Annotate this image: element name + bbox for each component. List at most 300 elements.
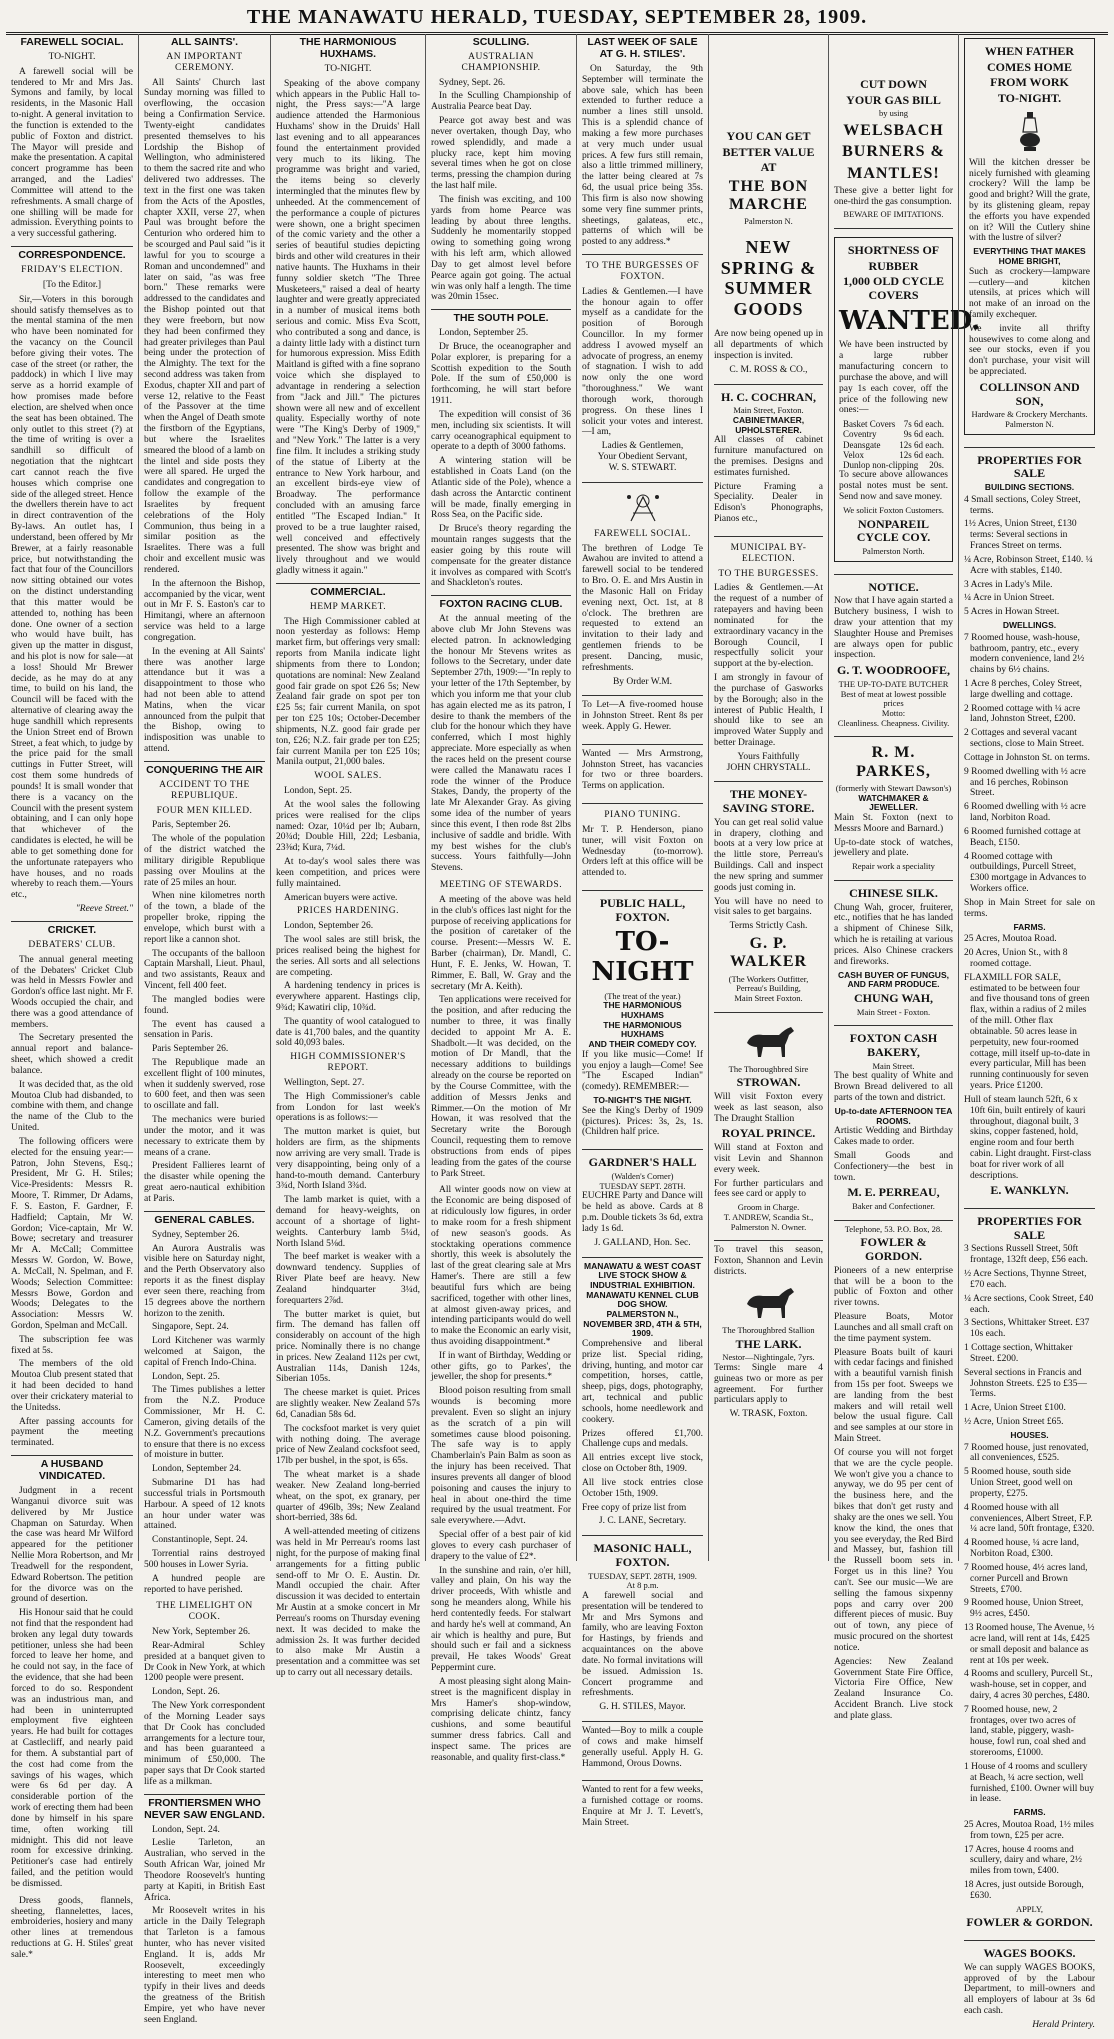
ad-subtitle: TO THE BURGESSES.	[718, 568, 819, 579]
ad-title: PROPERTIES FOR SALE	[977, 452, 1082, 481]
ad-body: Terms: Single mare 4 guineas two or more as per agreement. For further particulars apply to	[714, 1362, 823, 1406]
article-subtitle: FRIDAY'S ELECTION.	[21, 265, 123, 276]
ad-body: Comprehensive and liberal prize list. Special riding, driving, hunting, and motor car competition, horses, cattle, sheep, pigs, dogs, photography, art, technical and public schools, home needlework and cookery.	[582, 1339, 703, 1425]
property-list	[964, 633, 1095, 895]
article-title: THE SOUTH POLE.	[431, 309, 571, 325]
ad-title: FAREWELL SOCIAL.	[594, 528, 691, 539]
paragraph: Speaking of the above company which appears in the Public Hall to-night, the Press says:—"A large audience attended the Harmonious Huxhams' show in the Druids' Hall last evening and to all appearances found the entertainment provided very much to its liking. The programme was bright and varied, the items being so cleverly intermingled that the minutes flew by unheeded. At the commencement of the performance a couple of pictures were shown, one a bright specimen of the comic variety and the other a series of beautiful studies depicting birds and other wild creatures in their native haunts. The Huxhams in their funny soldier sketch "The Three Musketeers," raised a deal of hearty laughter and were greatly appreciated in a number of musical items both serious and comic. Miss Eva Scott, who contributed a song and dance, is a dainty little lady with a distinct turn for humorous expression. Miss Edith Maitland is gifted with a fine soprano voice which she displayed to advantage in rendering a selection from "Jack and Jill." The pictures shown were all new and of excellent quality. Especially worthy of note were "The King's Derby of 1909," and "New York." The latter is a very fine film. It includes a striking study of the statue of Liberty at the entrance to New York harbour, and an excellent birds-eye view of Broadway. The performance concluded with an amusing farce entitled "The Escaped Indian." It proved to be a true laughter raised, well conceived and effectively presented. The show was bright and lively throughout and we would gladly witness it again."	[276, 78, 420, 577]
article-body	[11, 67, 133, 240]
list-item: 4 Roomed house, ¼ acre land, Norbiton Road, £300.	[964, 1538, 1080, 1560]
ad-body: Wanted—Boy to milk a couple of cows and make himself generally useful. Apply H. G. Hammond, Orous Downs.	[582, 1726, 703, 1769]
article-farewell-social	[11, 34, 133, 240]
list-item: ½ Acre, Union Street £65.	[964, 1417, 1064, 1428]
ad-signature: E. WANKLYN.	[990, 1183, 1069, 1198]
ad-line: CUT DOWN	[860, 77, 927, 91]
ad-body: Ladies & Gentlemen.—At the request of a number of ratepayers and having been nominated for the extraordinary vacancy in the Borough Council, I respectfully solicit your support at the by-election.	[714, 583, 823, 670]
ad-title: CHUNG WAH,	[853, 990, 934, 1005]
price-value: 20s.	[929, 460, 944, 471]
article-signature: "Reeve Street."	[75, 904, 133, 915]
paragraph: Mr Roosevelt writes in his article in the Daily Telegraph that Tarleton is a famous hunter, who has never visited England. It is, adds Mr Roosevelt, exceedingly interesting to meet men who typify in their lives and deeds the greatness of the British Empire, yet who have never seen England.	[144, 1906, 265, 2025]
article-body	[144, 1230, 265, 1596]
list-item: 1 Cottage section, Whittaker Street. £200.	[964, 1343, 1073, 1364]
ad-cochran	[714, 384, 823, 532]
ad-title: MUNICIPAL BY-ELECTION.	[730, 542, 807, 564]
ad-title: NOTICE.	[868, 579, 919, 594]
ad-line: SHORTNESS OF	[847, 243, 940, 258]
article-body	[144, 78, 265, 755]
column-6	[708, 34, 828, 1561]
ad-line: THE HARMONIOUS HUXHAMS	[603, 1000, 682, 1021]
price-item: Deansgate	[843, 439, 881, 450]
ad-body: I am strongly in favour of the purchase of Gasworks by the Borough; also in the interest of Public Health, I should like to see an improved Water Supply and better Drainage.	[714, 673, 823, 748]
paragraph: The Times publishes a letter from the N.Z. Produce Commissioner, Mr H. C. Cameron, giving details of the N.Z. Government's precautions to ensure that there is no excess of moisture in butter.	[144, 1385, 265, 1461]
article-title: CORRESPONDENCE.	[11, 246, 133, 262]
ad-line: (formerly with Stewart Dawson's)	[835, 782, 952, 793]
paragraph: Blood poison resulting from small wounds is becoming more prevalent. Even so slight an injury as the scratch of a pin will sometimes cause blood poisoning. The safe way is to apply Chamberlain's Pain Balm as soon as the injury has been received. That insures prevents all danger of blood poisoning and causes the injury to heal in about one-third the time required by the usual treatment. For sale everywhere.—Advt.	[431, 1386, 571, 1527]
ad-body: You can get real solid value in drapery, clothing and boots at a very low price at the little store, Perreau's Buildings. Call and inspect the new spring and summer goods just coming in.	[714, 817, 823, 893]
ad-line: Palmerston N.	[1005, 419, 1054, 429]
ad-title: STROWAN.	[736, 1075, 801, 1090]
paragraph: Sydney, September 26.	[152, 1229, 240, 1240]
ad-body: These give a better light for one-third the gas consumption.	[834, 185, 953, 207]
ad-wanted-rent	[582, 1780, 703, 1835]
price-row	[839, 440, 948, 450]
article-south-pole	[431, 309, 571, 589]
paragraph: Dr Bruce, the oceanographer and Polar explorer, is preparing for a Scottish expedition to the South Pole. If the sum of £50,000 is forthcoming, he will start before 1911.	[431, 341, 571, 407]
property-list	[964, 1820, 1095, 1902]
list-item: 9 Roomed house, Union Street, 9½ acres, £450.	[964, 1598, 1084, 1620]
ad-line: MANAWATU KENNEL CLUB DOG SHOW.	[586, 1289, 699, 1310]
article-title: CRICKET.	[11, 921, 133, 937]
price-value: 9s 6d each.	[903, 429, 944, 440]
list-item: Cottage in Johnston St. on terms.	[964, 752, 1090, 763]
ad-body: Will the kitchen dresser be nicely furnished with gleaming crockery? Will the lamp be good and bright? Will the grate, by its glistening gleam, repay the efforts you have expended on it? Will the Cutlery shine with the lustre of silver?	[969, 157, 1090, 244]
article-title: SCULLING.	[472, 36, 530, 48]
masonic-emblem-icon	[582, 491, 703, 525]
ad-collinson-and-son	[964, 38, 1095, 443]
ad-lodge-farewell	[582, 482, 703, 692]
ad-manawatu-show	[582, 1257, 703, 1532]
paragraph: London, Sept. 25.	[152, 1371, 220, 1382]
property-list	[964, 1244, 1095, 1427]
ad-body: EUCHRE Party and Dance will be held as above. Cards at 8 p.m. Double tickets 3s 6d, extra lady 1s 6d.	[582, 1191, 703, 1234]
ad-body: Wanted — Mrs Armstrong, Johnston Street, has vacancies for two or three boarders. Terms on application.	[582, 748, 703, 792]
ad-line: The Thoroughbred Sire	[728, 1063, 809, 1074]
ad-body: Mr T. P. Henderson, piano tuner, will visit Foxton on Wednesday (to-morrow). Orders left at this office will be attended to.	[582, 824, 703, 879]
ad-line: TUESDAY, SEPT. 28TH, 1909.	[588, 1570, 697, 1581]
article-body	[431, 895, 571, 1180]
paragraph: His Honour said that he could not find that the respondent had broken any legal duty towards petitioner, unless she had been forced to leave her home, and he could not say, in the face of the evidence, that she had been forced to do so. Respondent was an industrious man, and had been in uninterrupted employment five eighteen years. He had built for cottages at Castlecliff, and nearly paid for them. A substantial part of the cost had come from the savings of his wages, which were 6s 6d per day. A considerable portion of the work of erecting them had been done by himself in his spare time, often working till midnight. This did not leave room for excessive drinking. Petitioner's case had entirely failed, and the petition would be dismissed.	[11, 1608, 133, 1889]
paragraph: The wool sales are still brisk, the prices realised being the highest for the series. All sorts and all selections are competing.	[276, 935, 420, 978]
ad-piano-tuning	[582, 803, 703, 886]
article-body	[276, 786, 420, 903]
ad-body: Pleasure Boats, Motor Launches and all small craft on the time payment system.	[834, 1312, 953, 1344]
paragraph: The mutton market is quiet, but holders are firm, as the shipments now arriving are very small. Trade is very disappointing, being only of a hand-to-mouth demand. Canterbury 3¾d, North Island 3¾d.	[276, 1127, 420, 1192]
article-title: FOXTON RACING CLUB.	[431, 595, 571, 611]
paragraph: The wheat market is a shade weaker. New Zealand long-berried wheat, on the spot, ex granary, per quarter of 496lb, 39s; New Zealand short-berried, 38s 6d.	[276, 1470, 420, 1524]
ad-line: BEWARE OF IMITATIONS.	[843, 209, 944, 220]
article-general-cables	[144, 1211, 265, 1596]
ad-line: Hardware & Crockery Merchants.	[971, 409, 1088, 420]
column-5	[576, 34, 708, 1828]
paragraph: If in want of Birthday, Wedding or other gifts, go to Parkes', the jeweller, the shop for presents.*	[431, 1350, 571, 1383]
list-item: 2 Roomed cottage with ¼ acre land, Johnston Street, £200.	[964, 703, 1081, 725]
ad-body: If you like music—Come! If you enjoy a laugh—Come! See "The Escaped Indian" (comedy). REMEMBER:—	[582, 1049, 703, 1093]
ad-title: FOXTON CASH BAKERY,	[849, 1031, 938, 1059]
column-7	[828, 34, 981, 1721]
ad-body: We have been instructed by a large rubber manufacturing concern to purchase the above, and will pay 1s each cover, off the price of the following new ones:—	[839, 340, 948, 416]
ad-headline: MANTLES!	[847, 164, 940, 182]
ad-title: G. T. WOODROOFE,	[836, 663, 950, 678]
paragraph: The members of the old Moutoa Club present stated that it had been decided to hand over their crickatery material to the Unitedss.	[11, 1359, 133, 1413]
paragraph: Pearce got away best and was never overtaken, though Day, who rowed splendidly, and made a plucky race, kept him moving several times when he got on close terms, pressing the champion during the last half mile.	[431, 116, 571, 192]
article-body	[276, 617, 420, 769]
list-item: 6 Roomed furnished cottage at Beach, £150.	[964, 826, 1081, 848]
ad-body: Artistic Wedding and Birthday Cakes made to order.	[834, 1126, 953, 1148]
price-item: Basket Covers	[843, 419, 896, 430]
article-subtitle: ACCIDENT TO THE REPUBLIQUE.	[159, 779, 250, 801]
list-item: 6 Roomed dwelling with ½ acre land, Norbiton Road.	[964, 802, 1086, 824]
ad-parkes-jeweller	[834, 736, 953, 876]
ad-line: AND THEIR COMEDY COY.	[588, 1039, 697, 1050]
paragraph: New York, September 26.	[152, 1627, 251, 1638]
ad-body: Wanted to rent for a few weeks, a furnished cottage or rooms. Enquire at Mr J. T. Levett's, Main Street.	[582, 1785, 703, 1828]
ad-closing: Your Obedient Servant,	[597, 452, 688, 463]
ad-body: Pioneers of a new enterprise that will be a boon to the public of Foxton and other river towns.	[834, 1265, 953, 1309]
ad-title: ROYAL PRINCE.	[721, 1126, 816, 1141]
paragraph: Torrential rains destroyed 500 houses in Lower Syria.	[144, 1549, 265, 1570]
ad-line: APPLY,	[1015, 1903, 1044, 1914]
ad-signature: G. H. STILES, Mayor.	[599, 1702, 686, 1713]
masthead-title: THE MANAWATU HERALD, TUESDAY, SEPTEMBER 28, 1909.	[246, 6, 868, 28]
paragraph: The High Commissioner's cable from London for last week's operations is as follows:—	[276, 1091, 420, 1124]
article-title: THE LIMELIGHT ON COOK.	[156, 1601, 253, 1623]
ad-title: PIANO TUNING.	[604, 810, 681, 821]
paragraph: A wintering station will be established in Coats Land (on the Atlantic side of the Pole), whence a dash across the Antarctic continent will be made, finally emerging in Ross Sea, on the Pacific side.	[431, 456, 571, 521]
ad-closing: Yours Faithfully	[737, 751, 800, 762]
paragraph: Submarine D1 has had successful trials in Portsmouth Harbour. A speed of 12 knots an hour under water was attained.	[144, 1478, 265, 1532]
ad-body: To travel this season, Foxton, Shannon and Levin districts.	[714, 1245, 823, 1277]
article-title: A HUSBAND VINDICATED.	[11, 1455, 133, 1483]
list-item: 13 Roomed house, The Avenue, ½ acre land, will rent at 14s, £425 or small deposit and balance as rent at 10s per week.	[964, 1623, 1095, 1666]
list-item: Hull of steam launch 52ft, 6 x 10ft 6in, built entirely of kauri throughout, diagonal built, 3 skins, copper fastened, hold, engine room and four berth cabin. Light draught. First-class boat for river work of all descriptions.	[964, 1094, 1092, 1181]
ad-body: The best quality of White and Brown Bread delivered to all parts of the town and district.	[834, 1071, 953, 1103]
ad-title: CHINESE SILK.	[849, 885, 938, 900]
ad-headline: NEW SPRING & SUMMER GOODS	[720, 237, 817, 319]
ad-body: Agencies: New Zealand Government State Fire Office, Victoria Fire Office, New Zealand Insurance Co. Accident Branch. Live stock and plate glass.	[834, 1656, 953, 1721]
ad-line: Perreau's Building,	[736, 983, 801, 994]
list-item: 25 Acres, Moutoa Road, 1½ miles from town, £25 per acre.	[964, 1819, 1094, 1841]
ad-title: THE LARK.	[735, 1336, 802, 1351]
ad-signature: FOWLER & GORDON.	[966, 1915, 1093, 1930]
ad-signature: JOHN CHRYSTALL.	[726, 762, 811, 773]
article-subtitle: AN IMPORTANT CEREMONY.	[166, 51, 243, 73]
ad-foxton-cash-bakery	[834, 1025, 953, 1215]
article-title: FRONTIERSMEN WHO NEVER SAW ENGLAND.	[144, 1794, 265, 1822]
ad-body: Are now being opened up in all departments of which inspection is invited.	[714, 329, 823, 361]
price-value: 12s 6d each.	[899, 449, 944, 460]
paragraph: Paris September 26.	[152, 1044, 229, 1055]
ad-subtitle: DWELLINGS.	[1002, 620, 1057, 630]
paragraph: Judgment in a recent Wanganui divorce suit was delivered by Mr Justice Chapman on Saturday. When the case was heard Mr Wilford appeared for the petitioner Nellie Mora Robertson, and Mr Treadwell for the respondent, Edward Robertson. The petition for the divorce was on the ground of desertion.	[11, 1486, 133, 1605]
price-item: Dunlop non-clipping	[843, 460, 919, 471]
paragraph: The whole of the population of the district watched the military dirigible Republique passing over Moulins at the rate of 25 miles an hour.	[144, 834, 265, 888]
property-list	[964, 495, 1095, 618]
article-frontiersmen	[144, 1794, 265, 2026]
article-subtitle: DEBATERS' CLUB.	[28, 939, 116, 950]
section-title: HEMP MARKET.	[309, 601, 387, 612]
ad-headline: BURNERS &	[842, 143, 945, 161]
paragraph: It was decided that, as the old Moutoa Club had disbanded, to combine with them, and change the name of the Club to the United.	[11, 1079, 133, 1134]
list-item: 3 Acres in Lady's Mile.	[964, 579, 1053, 590]
article-body	[144, 1825, 265, 2026]
list-item: ¼ Acre in Union Street.	[964, 593, 1055, 604]
ad-line: (Walden's Corner)	[611, 1170, 674, 1181]
ad-line: Main Street - Foxton.	[856, 1006, 931, 1017]
article-title: FAREWELL SOCIAL.	[20, 36, 124, 48]
article-body	[276, 921, 420, 1049]
ad-line: Best of meat at lowest possible prices	[840, 688, 947, 709]
article-body	[431, 78, 571, 304]
ad-body: Such as crockery—lampware—cutlery—and kitchen utensils, at prices which will not make of an inroad on the family exchequer.	[969, 266, 1090, 320]
ad-line: Up-to-date AFTERNOON TEA ROOMS.	[834, 1105, 953, 1126]
column-2	[138, 34, 270, 2025]
column-1	[6, 34, 138, 1960]
price-value: 7s 6d each.	[903, 419, 944, 430]
paragraph: Rear-Admiral Schley presided at a banquet given to Dr Cook in New York, at which 1200 people were present.	[144, 1640, 265, 1684]
ad-properties-wanklyn	[964, 447, 1095, 1204]
lamp-icon	[969, 110, 1090, 154]
paragraph: Lord Kitchener was warmly welcomed at Saigon, the capital of French Indo-China.	[144, 1336, 265, 1368]
ad-body: Pleasure Boats built of kauri with cedar facings and finished with a beautiful varnish finish from 15s per foot. Sweeps we are landing from the best makers and will retail well below the usual figure. Call and see samples at our store in Main Street.	[834, 1347, 953, 1445]
list-item: 3 Sections, Whittaker Street. £37 10s each.	[964, 1318, 1090, 1340]
paragraph: An Aurora Australis was visible here on Saturday night, and the Perth Observatory also reports it as the finest display ever seen there, reaching from 15 degrees above the northern horizon to the zenith.	[144, 1243, 265, 1319]
ad-line: At 8 p.m.	[626, 1580, 659, 1591]
paragraph: When nine kilometres north of the town, a blade of the propeller broke, ripping the envelope, which burst with a report like a cannon shot.	[144, 891, 265, 945]
list-item: 3 Sections Russell Street, 50ft frontage, 132ft deep, £56 each.	[964, 1244, 1088, 1266]
ad-line: Motto:	[881, 708, 906, 719]
ad-line: TO-NIGHT.	[997, 91, 1062, 106]
list-item: 7 Roomed house, wash-house, bathroom, pantry, etc., every modern convenience, land 2½ chains by 6½ chains.	[964, 632, 1085, 676]
article-body	[431, 614, 571, 874]
paragraph: London, Sept. 26.	[152, 1687, 220, 1698]
list-item: 7 Roomed house, new, 2 frontages, over two acres of land, stable, piggery, wash-house, fowl run, coal shed and storerooms, £1000.	[964, 1704, 1086, 1759]
horse-icon	[714, 1282, 823, 1322]
ad-title: GARDNER'S HALL	[588, 1155, 697, 1170]
list-item: ¼ Acre, Robinson Street, £140. ¼ Acre with stables, £140.	[964, 554, 1093, 576]
price-row	[839, 450, 948, 460]
ad-line: THE HARMONIOUS HUXHAMS	[603, 1019, 682, 1040]
ad-box	[964, 38, 1095, 435]
article-title: THE HARMONIOUS HUXHAMS.	[299, 36, 397, 60]
paragraph: The butter market is quiet, but firm. The demand has fallen off considerably on account of the high price. Nominally there is no change in prices. New Zealand 112s per cwt, Australian 114s, Danish 124s, Siberian 105s.	[276, 1309, 420, 1385]
article-husband-vindicated	[11, 1455, 133, 1890]
ad-title: NONPAREIL CYCLE COY.	[856, 516, 931, 545]
ad-subtitle: FARMS.	[1013, 1807, 1046, 1818]
ad-body: Now that I have again started a Butchery business, I wish to draw your attention that my Slaughter House and Premises are always open for public inspection.	[834, 596, 953, 661]
paragraph: The finish was exciting, and 100 yards from home Pearce was leading by about three lengths. Suddenly he momentarily stopped owing to something going wrong with his left arm, which allowed Day to get almost level before Pearce again got going. The actual win was only half a length. The time was 20min 15sec.	[431, 194, 571, 303]
paragraph: After passing accounts for payment the meeting terminated.	[11, 1416, 133, 1449]
list-item: 25 Acres, Moutoa Road.	[964, 934, 1057, 945]
ad-body: To secure above allowances postal notes must be sent. Send now and save money.	[839, 470, 948, 503]
list-item: 18 Acres, just outside Borough, £630.	[964, 1880, 1084, 1901]
list-item: 7 Roomed house, 4½ acres land, corner Purcell and Brown Streets, £700.	[964, 1562, 1088, 1595]
column-4	[425, 34, 576, 1763]
article-title: GENERAL CABLES.	[144, 1211, 265, 1227]
ad-body: The brethren of Lodge Te Awahou are invited to attend a farewell social to be tendered to Bro. O. E. and Mrs Austin in the Masonic Hall on Friday evening next, Oct. 1st, at 8 o'clock. The brethren are requested to extend an invitation to their lady and gentlemen friends to be present. Dancing, music, refreshments.	[582, 543, 703, 673]
ad-body: We invite all thrifty housewives to come along and see our stocks, even if you don't purchase, your visit will be appreciated.	[969, 323, 1090, 378]
ad-body: Main St. Foxton (next to Messrs Moore and Barnard.)	[834, 812, 953, 834]
ad-line: by using	[878, 108, 909, 119]
ad-line: WATCHMAKER & JEWELLER.	[858, 792, 929, 813]
article-body	[276, 1078, 420, 1524]
paragraph: At the wool sales the following prices were realised for the clips named: Ozar, 10¼d per lb; Aubarn, 20¾d; Double Hill, 22d; Lesbania, 23⅜d; Kura, 7¼d.	[276, 799, 420, 854]
property-list	[964, 934, 1095, 1181]
ad-body: Ladies & Gentlemen.—I have the honour again to offer myself as a candidate for the position of Borough Councillor. In my former address I avowed myself an advocate of progress, an enemy of stagnation. I wish to add now only the one word "thoroughness." We want thorough work, thorough progress. On these lines I solicit your votes and interest.—I am,	[582, 286, 703, 438]
paragraph: The cocksfoot market is very quiet with nothing doing. The average price of New Zealand cocksfoot seed, 17lb per bushel, in the spot, is 65s.	[276, 1423, 420, 1467]
paragraph: London, Sept. 25.	[284, 786, 352, 797]
paragraph: In the evening at All Saints' there was another large attendance but it was a disappointment to those who had not been able to attend Matins, when the vicar announced from the pulpit that the Bishop, owing to indisposition was unable to attend.	[144, 646, 265, 755]
article-subtitle: AUSTRALIAN CHAMPIONSHIP.	[461, 51, 541, 73]
ad-signature: J. GALLAND, Hon. Sec.	[594, 1237, 691, 1248]
ad-line: Telephone, 53. P.O. Box, 28.	[844, 1223, 943, 1234]
ad-subtitle: BUILDING SECTIONS.	[984, 482, 1075, 493]
list-item: 4 Small sections, Coley Street, terms.	[964, 494, 1081, 516]
article-title: CONQUERING THE AIR	[144, 761, 265, 777]
list-item: 4 Roomed house with all conveniences, Albert Street, F.P. ¼ acre land, 50ft frontage, £320.	[964, 1502, 1095, 1535]
ad-wanted-boy	[582, 1721, 703, 1776]
ad-line: FROM WORK	[990, 75, 1069, 90]
paragraph: The event has caused a sensation in Paris.	[144, 1019, 265, 1041]
article-body	[11, 295, 133, 901]
ad-line: Palmerston N.	[744, 216, 793, 227]
ad-to-let	[582, 695, 703, 739]
list-item: 4 Rooms and scullery, Purcell St., wash-house, set in copper, and dairy, 4 acres 30 perches, £480.	[964, 1669, 1093, 1701]
perreau-meeting-notice: A well-attended meeting of citizens was held in Mr Perreau's rooms last night, for the purpose of making final arrangements for a fitting public send-off to Mr O. E. Austin. Dr. Mandl occupied the chair. After discussion it was decided to entertain Mr Austin at a smoke concert in Mr Perreau's rooms on Thursday evening next. It was decided to make the admission 2s. It was further decided to also make Mr Austin a presentation and a committee was set up to carry out all necessary details.	[276, 1527, 420, 1679]
paragraph: London, September 26.	[284, 921, 374, 932]
ad-line: Baker and Confectioner.	[852, 1201, 935, 1211]
article-title: COMMERCIAL.	[276, 583, 420, 599]
ad-body: Free copy of prize list from	[582, 1502, 687, 1513]
paragraph: The mechanics were buried under the motor, and it was necessary to extricate them by means of a crane.	[144, 1115, 265, 1158]
ad-body: Chung Wah, grocer, fruiterer, etc., notifies that he has landed a shipment of Chinese Silk, which he is retailing at various prices. Also Chinese crackers and fireworks.	[834, 902, 953, 967]
article-note: [To the Editor.]	[42, 279, 102, 290]
ad-line: CABINETMAKER, UPHOLSTERER.	[732, 414, 805, 435]
ad-line: Cleanliness. Cheapness. Civility.	[837, 717, 950, 728]
ad-headline: TO-NIGHT	[591, 927, 694, 988]
list-item: 20 Acres, Union St., with 8 roomed cottage.	[964, 948, 1068, 969]
ad-body: All entries except live stock, close on October 8th, 1909.	[582, 1453, 703, 1475]
list-item: 9 Roomed dwelling with ½ acre and 16 perches, Robinson Street.	[964, 766, 1086, 799]
paragraph: At to-day's wool sales there was keen competition, and prices were fully maintained.	[276, 857, 420, 889]
ad-title: TO THE BURGESSES OF FOXTON.	[585, 261, 700, 282]
ad-chinese-silk	[834, 880, 953, 1021]
paragraph: Special offer of a best pair of kid gloves to every cash purchaser of drapery to the value of £2*.	[431, 1530, 571, 1562]
ad-line: We solicit Foxton Customers.	[843, 504, 944, 515]
ad-line: Groom in Charge.	[737, 1202, 800, 1213]
ad-line: (The Workers Outfitter,	[728, 973, 809, 984]
ad-line: CASH BUYER OF FUNGUS, AND FARM PRODUCE.	[838, 969, 949, 990]
ad-line: COMES HOME	[986, 59, 1072, 74]
ad-wages-books	[964, 1940, 1095, 2039]
ad-body: To Let—A five-roomed house in Johnston Street. Rent 8s per week. Apply G. Hewer.	[582, 700, 703, 732]
article-body	[431, 328, 571, 589]
ad-municipal-by-election	[714, 536, 823, 778]
paragraph: A hundred people are reported to have perished.	[144, 1573, 265, 1595]
columns	[6, 34, 1108, 2030]
list-item: 5 Roomed house, south side Union Street, good well on property, £275.	[964, 1467, 1073, 1499]
ad-title: THE MONEY-SAVING STORE.	[722, 787, 815, 816]
ad-masonic-hall	[582, 1535, 703, 1717]
stiles-sale-notice: Dress goods, flannels, sheeting, flannelettes, laces, embroideries, hosiery and many other lines at tremendous reductions at G. H. Stiles' great sale.*	[11, 1895, 133, 1960]
ad-line: THE UP-TO-DATE BUTCHER	[838, 678, 949, 689]
ad-rubber-wanted	[834, 228, 981, 570]
ad-line: YOU CAN GET	[726, 129, 811, 143]
ad-line: TUESDAY SEPT. 28TH.	[599, 1180, 686, 1191]
paragraph: Sydney, Sept. 26.	[439, 77, 506, 88]
list-item: FLAXMILL FOR SALE, estimated to be between four and five thousand tons of green flax, within a radius of 2 miles of the mill. Other flax obtainable. 50 acres lease in perpetuity, new four-roomed cottage, mill itself up-to-date in every particular, Mill has been running continuously for seven years. Price £1200.	[964, 972, 1091, 1092]
ad-welsbach	[834, 38, 953, 224]
article-conquering-the-air	[144, 761, 265, 1205]
ad-line: (The treat of the year.)	[604, 990, 681, 1001]
paragraph: The High Commissioner cabled at noon yesterday as follows: Hemp market firm, but offerings very small: reports from Manila indicate light shipments from there to London; quotations are nominal: New Zealand good fair grade on spot £26 5s; New Zealand fair grade on spot per ton £25 5s; fair current Manila, on spot per ton £25 10s; October-December shipments, N.Z. good fair grade per ton, £26; N.Z. fair grade per ton £25; fair current Manila per ton £25 10s; Manila output, 21,000 bales.	[276, 616, 420, 768]
ad-public-hall	[582, 890, 703, 1145]
ad-the-lark	[714, 1240, 823, 1424]
paragraph: The Republique made an excellent flight of 100 minutes, when it suddenly swerved, rose to 600 feet, and then was seen to oscillate and fall.	[144, 1057, 265, 1112]
ad-line: Nestor—Nightingale, 7yrs.	[722, 1352, 815, 1363]
ad-money-saving-store	[714, 781, 823, 1007]
ad-signature: W. S. STEWART.	[608, 462, 677, 473]
price-list	[839, 419, 948, 470]
ad-signature: C. M. ROSS & CO.,	[729, 364, 808, 375]
ad-signature: T. ANDREW, Scandia St., Palmerston N. Owner.	[723, 1211, 814, 1232]
list-item: Several sections in Francis and Johnston Streets. £25 to £35—Terms.	[964, 1367, 1087, 1400]
ad-body: Up-to-date stock of watches, jewellery and plate.	[834, 837, 953, 859]
ad-gardners-hall	[582, 1149, 703, 1252]
paragraph: President Fallieres learnt of the disaster while opening the great aero-nautical exhibition at Paris.	[144, 1161, 265, 1204]
article-title: ALL SAINTS'.	[170, 36, 239, 48]
list-item: 4 Roomed cottage with outbuildings, Purcell Street, £300 mortgage in Advances to Workers office.	[964, 851, 1087, 895]
ad-line: MANAWATU & WEST COAST LIVE STOCK SHOW & INDUSTRIAL EXHIBITION.	[584, 1260, 701, 1290]
price-row	[839, 429, 948, 439]
ad-body: Will visit Foxton every week as last season, also The Draught Stallion	[714, 1091, 823, 1124]
ad-body: On Saturday, the 9th September will terminate the above sale, which has been extended to further reduce a number a lines still unsold. This is a splendid chance of making a few more purchases at very much under usual prices. A few furs still remain, also a little trimmed millinery, the latter being cleared at 7s 6d, the usual price being 35s. This firm is also now showing some very fine summer prints, sheetings, galateas, etc., patterns of which will be posted to any address.*	[582, 63, 703, 248]
paragraph: A most pleasing sight along Main-street is the magnificent display in Mrs Hamer's shop-window, comprising delicate chintz, fancy cushions, and some beautiful summer dress fabrics. Call and inspect same. The prices are reasonable, and quality first-class.*	[431, 1676, 571, 1763]
article-body	[276, 79, 420, 577]
paragraph: The occupants of the balloon Captain Marshall, Lieut. Phaul, and two assistants, Reaux and Vincent, fell 400 feet.	[144, 948, 265, 992]
paragraph: The following officers were elected for the ensuing year:—Patron, John Stevens, Esq.; President, Mr G. H. Stiles; Vice-Presidents: Messrs R. Moore, T. Rimmer, Dr Adams, F. S. Easton, F. Gardner, F. Hadfield; Captain, Mr W. Gordon; Vice-captain, Mr W. Bowe; secretary and treasurer Mr A. McCall; Committee Messrs W. Gordon, W. Bowe, A. McCall, N. Spelman, and F. Woods; Selection Committee: Messrs Bowe, Gordon and Woods; Delegates to the Association: Messrs W. Gordon, Spelman and McCall.	[11, 1136, 133, 1331]
list-item: 7 Roomed house, just renovated, all conveniences, £525.	[964, 1442, 1089, 1464]
article-harmonious-huxhams	[276, 34, 420, 577]
ad-body: Picture Framing a Speciality. Dealer in Edison's Phonographs, Pianos etc.,	[714, 481, 823, 525]
ad-woodroofe-notice	[834, 574, 953, 733]
article-body	[144, 1627, 265, 1788]
paragraph: The lamb market is quiet, with a demand for heavy-weights, on account of a shortage of light-weights. Canterbury lamb 5¼d, North Island 5⅛d.	[276, 1195, 420, 1249]
paragraph: The annual general meeting of the Debaters' Cricket Club was held in Messrs Fowler and Gordon's office last night. Mr F. Woods occupied the chair, and there was a good attendance of members.	[11, 954, 133, 1030]
ad-bon-marche	[714, 38, 823, 380]
article-subtitle: TO-NIGHT.	[48, 51, 96, 62]
paragraph: The expedition will consist of 36 men, including six scientists. It will carry oceanographical equipment to operate to a depth of 3000 fathoms.	[431, 409, 571, 453]
paragraph: The cheese market is quiet. Prices are slightly weaker. New Zealand 57s 6d, Canadian 58s 6d.	[276, 1388, 420, 1420]
paragraph: In the Sculling Championship of Australia Pearce beat Day.	[431, 91, 571, 113]
ad-body: All live stock entries close October 15th, 1909.	[582, 1477, 703, 1499]
column-8	[958, 34, 1100, 2030]
paragraph: A farewell social will be tendered to Mr and Mrs Jas. Symons and family, by local residents, in the Masonic Hall to-night. A general invitation to the function is extended to the public of Foxton and district. The Mayor will preside and make the presentation. A capital concert programme has been arranged, and the Ladies' Committee will attend to the refreshments. A small charge of one shilling will be made for admission. Everything points to a very successful gathering.	[11, 66, 133, 240]
section-title: PRICES HARDENING.	[297, 906, 399, 917]
ad-line: BETTER VALUE	[722, 144, 815, 159]
ad-line: AT	[760, 160, 777, 175]
horse-icon	[714, 1021, 823, 1061]
